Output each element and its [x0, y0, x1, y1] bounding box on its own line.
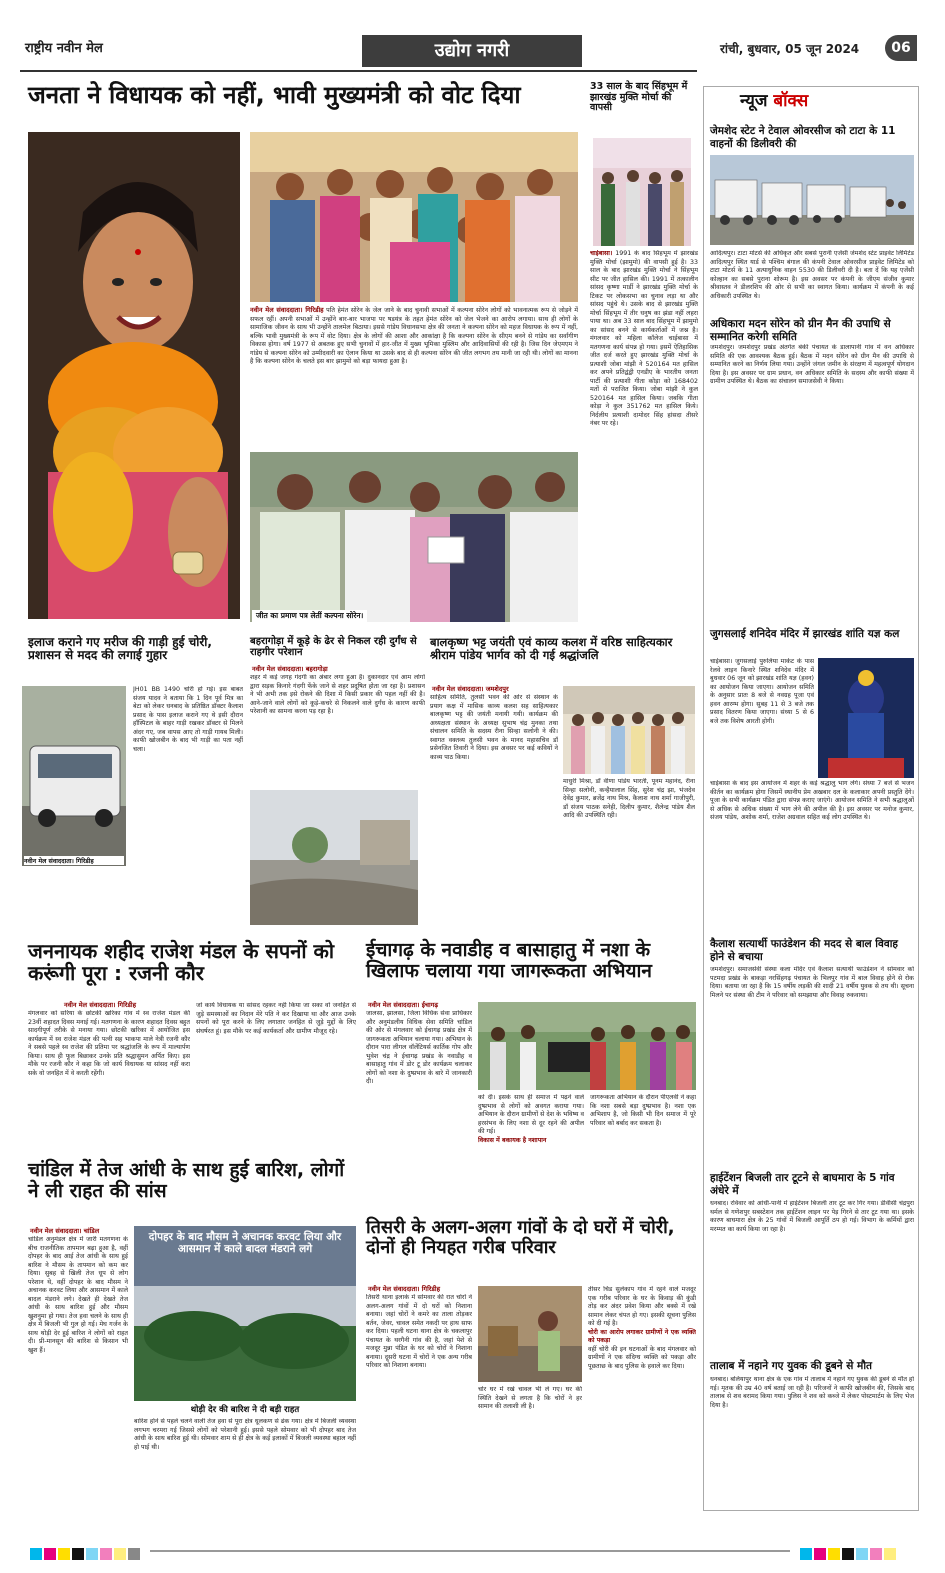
news-box-item-3-headline: जुगसलाई शनिदेव मंदिर में झारखंड शांति यज्ञ कल: [710, 628, 900, 640]
ichagarh-subhead: विकास में बकायक है नशापान: [478, 1136, 547, 1144]
print-colorbar-right: [800, 1545, 898, 1557]
ichagarh-body-2: [478, 1094, 584, 1202]
news-box-title-a: न्यूज: [740, 91, 768, 111]
shanidev-illustration: [818, 658, 914, 778]
magenta-swatch: [44, 1548, 56, 1560]
cyan-swatch: [30, 1548, 42, 1560]
theft-subhead: चोरी का आरोप लगाकर ग्रामीणों ने एक व्यक्ति को पकड़ा: [588, 1328, 696, 1344]
gray-swatch: [128, 1548, 140, 1560]
bahragora-byline: नवीन मेल संवाददाता। बहरागोड़ा: [252, 665, 328, 673]
celebration-photo: [250, 132, 578, 302]
news-box-item-4-headline: कैलाश सत्यार्थी फाउंडेशन की मदद से बाल विवाह होने से बचाया: [710, 938, 899, 963]
garbage-photo: [250, 790, 418, 925]
celebration-illustration: [250, 132, 578, 302]
singhbhum-body: [590, 250, 698, 630]
page-number: 06: [885, 35, 917, 61]
stolen-car-photo: [22, 686, 126, 866]
lead-body-text: पति हेमंत सोरेन के जेल जाने के बाद चुनावी सभाओं में कल्पना सोरेन लोगों को भावनात्मक रूप से जोड़ने में सफल रहीं। अपनी सभाओं में उन्होंने बार-बार भाजपा पर षडयंत्र के तहत हेमंत सोरेन को जेल भेजने का आरोप लगाया। साथ ही लोगों के सामाजिक जीवन के साथ भी उन्होंने तालमेल बिठाया। इससे गांडेय विधानसभा क्षेत्र की जनता ने कल्पना सोरेन को महज विधायक के रूप में नहीं, बल्कि भावी मुख्यमंत्री के रूप में वोट दिया। क्षेत्र के लोगों की आशा और आकांक्षा है कि कल्पना सोरेन के सीएम बनने से गांडेय का सर्वांगीण विकास होगा। वर्ष 1977 से अबतक हुए सभी चुनावों में हार-जीत में मुख्य भूमिका मुस्लिम और आदिवासियों की रही है। जिस दिन जेएमएम ने गांडेय से कल्पना सोरेन को उम्मीदवारी का ऐलान किया था उसके बाद से ही कल्पना सोरेन की जीत लगभग तय मानी जा रही थी। लोगों का मानना है कि कल्पना सोरेन के चलते इस बार झामुमो को बड़ा फायदा हुआ है।: [250, 307, 578, 365]
magenta-swatch-right: [814, 1548, 826, 1560]
theft-headline: तिसरी के अलग-अलग गांवों के दो घरों में चोरी, दोनों ही नियहत गरीब परिवार: [366, 1217, 675, 1259]
literary-event-photo: [563, 686, 695, 774]
garbage-illustration: [250, 790, 418, 925]
storm-photo-body: बारिश होने से पहले चलने वाली तेज हवा से पूरा क्षेत्र धूलकण से ढंक गया। क्षेत्र में बिजली व्यवस्था लगभग चरमरा गई जिससे लोगों को परेशानी हुई। इससे पहले सोमवार को भी दोपहर बाद तेज आंधी के साथ बारिश हुई थी। सोमवार शाम से ही क्षेत्र के कई इलाकों में बिजली व्यवस्था बहाल नहीं हो पाई थी।: [134, 1418, 356, 1451]
theft-byline: नवीन मेल संवाददाता। गिरिडीह: [368, 1285, 441, 1293]
chandil-byline: नवीन मेल संवाददाता। चांडिल: [30, 1227, 100, 1235]
kalpana-portrait-photo: [28, 132, 240, 619]
rajesh-body: मंगलवार को सरिया के छोटकी खरिका गांव में स्व राजेश मंडल की 23वीं शहादत दिवस मनाई गई। मतगणना के कारण शहादत दिवस बहुत सादगीपूर्ण तरीके से मनाया गया। छोटकी खरिका में आयोजित इस कार्यक्रम में स्व राजेश मंडल की पत्नी सह भाकपा माले नेत्री रजनी कौर ने सबसे पहले स्व राजेश की प्रतिमा पर श्रद्धांजलि के रूप में माल्यार्पण किया। साथ ही फूल बिछाकर उनके प्रति श्रद्धासुमन अर्पित किए। इस मौके पर रजनी कौर ने कहा कि जो कार्य विधायक या सांसद नहीं करा सके वो जनहित में वे करती रहेंगी।: [28, 1010, 190, 1077]
awareness-illustration: [478, 1002, 696, 1090]
news-box-item-6-body: धनबाद। बलियापुर थाना क्षेत्र के एक गांव में तालाब में नहाने गए युवक की डूबने से मौत हो गई। मृतक की उम्र 40 वर्ष बताई जा रही है। परिजनों ने काफी खोजबीन की, जिसके बाद तालाब से शव बरामद किया गया। पुलिस ने शव को कब्जे में लेकर पोस्टमार्टम के लिए भेज दिया है।: [710, 1376, 914, 1409]
black-swatch-right: [842, 1548, 854, 1560]
light-cyan-swatch: [86, 1548, 98, 1560]
storm-photo-caption: थोड़ी देर की बारिश ने दी बड़ी राहत: [134, 1404, 356, 1415]
news-box-title-b: बॉक्स: [773, 91, 809, 111]
singhbhum-illustration: [593, 138, 691, 246]
trucks-illustration: [710, 155, 914, 245]
news-box-item-1-headline: जेमशेद स्टेट ने टेवाल ओवरसीज को टाटा के 11 वाहनों की डिलीवरी की: [710, 125, 896, 150]
news-box-item-5-body: धनबाद। रविवार को आंधी-पानी में हाईटेंशन बिजली तार टूट कर गिर गया। डीवीसी चंद्रपुरा थर्मल से गणेशपुर सबस्टेशन तक हाईटेंशन लाइन पर पेड़ गिरने से तार टूट गया था। इसके कारण बाघमारा क्षेत्र के 25 गांवों में बिजली आपूर्ति ठप हो गई। विभाग के कर्मियों द्वारा मरम्मत का कार्य किया जा रहा है।: [710, 1200, 914, 1233]
theft-body: तिसरी थाना इलाके में सोमवार की रात चोरों ने अलग-अलग गांवों में दो घरों को निशाना बनाया। जहां चोरों ने कमरे का ताला तोड़कर बर्तन, जेवर, चावल समेत नकदी पर हाथ साफ कर दिया। पहली घटना थाना क्षेत्र के चकलापुर पंचायत के थरगैनी गांव की है, जहां पेशे से मजदूर मुन्ना पंडित के घर को चोरों ने निशाना बनाया। दूसरी घटना में चोरों ने एक अन्य गरीब परिवार को निशाना बनाया।: [366, 1294, 472, 1369]
lead-body: [250, 306, 578, 446]
singhbhum-headline: 33 साल के बाद सिंहभूम में झारखंड मुक्ति मोर्चा की वापसी: [590, 81, 688, 114]
looted-house-illustration: [478, 1286, 582, 1382]
theft-body-2-text: तीसर चिंड सुलेकाप गांव में रहने वाले मजदूर एक गरीब परिवार के घर के किवाड़ की कुंडी तोड़ कर अंदर प्रवेश किया और बक्से में रखे सामान लेकर चंपत हो गए। इसकी सूचना पुलिस को दी गई है।: [588, 1286, 696, 1327]
header-rule: [20, 70, 697, 72]
storm-photo-title: दोपहर के बाद मौसम ने अचानक करवट लिया और आसमान में काले बादल मंडराने लगे: [148, 1231, 342, 1255]
rajesh-headline: जननायक शहीद राजेश मंडल के सपनों को करूंगी पूरा : रजनी कौर: [28, 939, 335, 986]
news-box-item-3-body-cont: चाईबासा के बाद इस आयोजन में शहर के कई श्रद्धालु भाग लेंगे। संध्या 7 बजे से भजन कीर्तन का कार्यक्रम होगा जिसमें स्थानीय प्रेम अखबार दल के कलाकार अपनी प्रस्तुति देंगे। पूजा के सभी कार्यक्रम पंडित द्वारा संपन्न कराए जाएंगे। आयोजन समिति ने सभी श्रद्धालुओं से अधिक से अधिक संख्या में भाग लेने की अपील की है। इस अवसर पर मनोज कुमार, संजय पांडेय, अशोक शर्मा, राजेश अग्रवाल सहित कई लोग उपस्थित थे।: [710, 780, 914, 821]
news-box-item-4-body: जमशेदपुर। समाजसेवी संस्था कला मंदिर एवं कैलाश सत्यार्थी फाउंडेशन ने सोमवार को पटमदा प्रखंड के बाकड़ा नरसिंहगढ़ पंचायत के भिलपुर गांव में बाल विवाह होने से रोक दिया। बताया जा रहा है कि 15 वर्षीय लड़की की शादी 21 वर्षीय युवक से तय थी। सूचना मिलने पर संस्था की टीम ने परिवार को समझाया और विवाह रुकवाया।: [710, 966, 914, 999]
looted-house-photo: [478, 1286, 582, 1382]
stolen-car-caption: नवीन मेल संवाददाता। गिरिडीह: [24, 856, 124, 865]
news-box-title: [740, 88, 808, 111]
shanidev-photo: [818, 658, 914, 778]
news-box-item-2-body: जमशेदपुर। जमशेदपुर प्रखंड अंतर्गत बंकी पंचायत के डालापानी गांव में वन अधिकार समिति की एक आवश्यक बैठक हुई। बैठक में मदन सोरेन को ग्रीन मैन की उपाधि से सम्मानित करने का निर्णय लिया गया। उन्होंने जंगल जमीन के संरक्षण में महत्वपूर्ण योगदान दिया है। इस अवसर पर ग्राम प्रधान, वन अधिकार समिति के सदस्य और काफी संख्या में ग्रामीण उपस्थित थे। बैठक का संचालन समाजसेवी ने किया।: [710, 344, 914, 385]
news-box-item-2-headline: अधिकारा मदन सोरेन को ग्रीन मैन की उपाधि से सम्मानित करेगी समिति: [710, 318, 891, 343]
chandil-body: चांडिल अनुमंडल क्षेत्र में जारी मतगणना के बीच राजनीतिक तापमान बढ़ा हुआ है, वहीं दोपहर के बाद आई तेज आंधी के साथ हुई बारिश ने मौसम के तापमान को कम कर दिया। सुबह से खिली तेज धूप से लोग परेशान थे, वहीं दोपहर के बाद मौसम ने अचानक करवट लिया और आसमान में काले बादल मंडराने लगे। देखते ही देखते तेज आंधी के साथ बारिश हुई और मौसम खुशनुमा हो गया। तेज हवा चलने के साथ ही क्षेत्र में बिजली भी गुल हो गई। मेघ गर्जन के साथ थोड़ी देर हुई बारिश ने लोगों को राहत दी। प्री-मानसून की बारिश से किसान भी खुश हैं।: [28, 1236, 128, 1354]
news-box-item-1-body: आदित्यपुर। टाटा मोटर्स की अधिकृत और सबसे पुरानी एजेंसी जेमशेद स्टेट प्राइवेट लिमिटेड आदित्यपुर स्थित यार्ड से पश्चिम बंगाल की कंपनी टेवाल ओवरसीज प्राइवेट लिमिटेड को टाटा मोटर्स के 11 अत्याधुनिक वाहन 5530 की डिलीवरी दी है। बता दें कि यह एजेंसी कोल्हान का सबसे पुराना शोरूम है। इस अवसर पर कंपनी के जीएम संजीव कुमार श्रीवास्तव ने डीलरशिप की ओर से सभी का स्वागत किया। कार्यक्रम में कंपनी के कई अधिकारी उपस्थित थे।: [710, 250, 914, 300]
certificate-photo: [250, 452, 578, 622]
ichagarh-byline: नवीन मेल संवाददाता। ईचागढ़: [368, 1001, 439, 1009]
balkrishna-byline: नवीन मेल संवाददाता। जमशेदपुर: [432, 685, 509, 693]
theft-body-2: [588, 1286, 696, 1516]
balkrishna-headline: बालकृष्ण भट्ट जयंती एवं काव्य कलश में वरिष्ठ साहित्यकार श्रीराम पांडेय भार्गव को दी गई श्रद्धांजलि: [430, 635, 673, 662]
balkrishna-body: साहित्य समिति, तुलसी भवन की ओर से संस्थान के प्रयाग कक्ष में मासिक काव्य कलश सह साहित्यकार बालकृष्ण भट्ट की जयंती मनायी गयी। कार्यक्रम की अध्यक्षता संस्थान के अध्यक्ष सुभाष चंद्र मुनका तथा संचालन समिति के सदस्य रीना सिन्हा सलोनी ने की। स्वागत वक्तव्य तुलसी भवन के मानद महासचिव डॉ प्रसेनजित तिवारी ने दिया। इस अवसर पर कई कवियों ने काव्य पाठ किया।: [430, 694, 558, 761]
yellow-swatch: [58, 1548, 70, 1560]
dateline: रांची, बुधवार, 05 जून 2024: [720, 42, 860, 56]
news-box-item-3-body: चाईबासा। जुगसलाई पुरुलिया मार्केट के पास रेलवे लाइन किनारे स्थित शनिदेव मंदिर में बुधवार 06 जून को झारखंड शांति यज्ञ (हवन) का आयोजन किया जाएगा। आयोजन समिति के अनुसार प्रातः 8 बजे से नवग्रह पूजा एवं हवन आरम्भ होगा। सुबह 11 से 3 बजे तक प्रसाद वितरण किया जाएगा। संध्या 5 से 6 बजे तक विशेष आरती होगी।: [710, 658, 814, 725]
ichagarh-body: जालसा, झालसा, जिला विधिक सेवा प्राधिकार और अनुमंडलीय विधिक सेवा समिति चांडिल की ओर से मंगलवार को ईचागढ़ प्रखंड क्षेत्र में जागरूकता अभियान चलाया गया। अभियान के दौरान पारा लीगल वॉलेंटियर्स कार्तिक गोप और भुवेश चंद्र ने ईचागढ़ प्रखंड के नवाडीह व बासाहातु गांव में डोर टू डोर कार्यक्रम चलाकर लोगों को नशा के दुष्प्रभाव के बारे में जानकारी दी।: [366, 1010, 472, 1085]
rajesh-body-2: जो कार्य विधायक या सांसद रहकर नहीं किया जा सका वो जनहित से जुड़े समस्याओं का निदान मेरे पति ने कर दिखाया था और आज उनके सपनों को पूरा करने के लिए लगातार जनहित से जुड़े मुद्दों के लिए संघर्षरत हूं। इस मौके पर कई कार्यकर्ता और ग्रामीण मौजूद रहे।: [196, 1002, 356, 1035]
cyan-swatch-right: [800, 1548, 812, 1560]
certificate-caption: जीत का प्रमाण पत्र लेतीं कल्पना सोरेन।: [252, 610, 367, 622]
light-magenta-swatch-right: [870, 1548, 882, 1560]
awareness-photo: [478, 1002, 696, 1090]
portrait-illustration: [28, 132, 240, 619]
ichagarh-headline: ईचागढ़ के नवाडीह व बासाहातु में नशा के खिलाफ चलाया गया जागरूकता अभियान: [366, 939, 652, 983]
ichagarh-body-3: जागरूकता अभियान के दौरान पीएलवी ने कहा कि नशा सबसे बड़ा दुष्प्रभाव है। नशा एक अभिशाप है, जो किसी भी दिन समाज में पूरे परिवार को बर्बाद कर सकता है।: [590, 1094, 696, 1127]
black-swatch: [72, 1548, 84, 1560]
light-magenta-swatch: [100, 1548, 112, 1560]
certificate-illustration: [250, 452, 578, 622]
bahragora-body: शहर में कई जगह गंदगी का अंबार लगा हुआ है। दुकानदार एवं आम लोगों द्वारा सड़क किनारे गंदगी फेंके जाने से शहर प्रदूषित होता जा रहा है। प्रशासन ने भी अभी तक इसे रोकने की दिशा में किसी प्रकार की पहल नहीं की है। आने-जाने वाले लोगों को कूड़े-कचरे से निकलने वाले दुर्गंध के कारण काफी परेशानी का सामना करना पड़ रहा है।: [250, 674, 425, 715]
bahragora-headline: बहरागोड़ा में कूड़े के ढेर से निकल रही दुर्गंध से राहगीर परेशान: [250, 636, 417, 659]
ichagarh-body-2-text: को दी। इसके साथ ही समाज में पढ़ने वाले दुष्प्रभाव से लोगों को अवगत कराया गया। अभियान के दौरान ग्रामीणों से देश के भविष्य व हरसंभव के लिए नशा से दूर रहने की अपील की गई।: [478, 1094, 584, 1135]
singhbhum-byline: चाईबासा।: [590, 250, 613, 257]
news-box-item-6-headline: तालाब में नहाने गए युवक की डूबने से मौत: [710, 1360, 873, 1372]
paper-name: राष्ट्रीय नवीन मेल: [25, 41, 103, 56]
light-yellow-swatch: [114, 1548, 126, 1560]
patient-body: JH01 BB 1490 चोरी हो गई। इस बाबत संजय यादव ने बताया कि 1 दिन पूर्व मित्र का बेटा को लेकर धनबाद के प्रतिष्ठित डॉक्टर कैलाश प्रसाद के पास इलाज कराने गए थे इसी दौरान हॉस्पिटल के बाहर गाड़ी रखकर डॉक्टर से मिलने अंदर गए, जब वापस आए तो गाड़ी गायब मिली। काफी खोजबीन के बाद भी गाड़ी का पता नहीं चला।: [133, 686, 243, 753]
singhbhum-photo: [593, 138, 691, 246]
balkrishna-photo-body: माधुरी मिश्रा, डॉ वीणा पांडेय भारती, पूनम महानंद, रीना सिन्हा सलोनी, कन्हैयालाल सिंह, सुरेश चंद्र झा, भंजदेव देवेंद्र कुमार, ब्रजेंद्र नाथ मिश्र, कैलाश नाथ शर्मा गाजीपुरी, डॉ संजय पाठक सनेही, दिलीप कुमार, शैलेन्द्र पांडेय शैल आदि की उपस्थिति रही।: [563, 778, 695, 819]
literary-event-illustration: [563, 686, 695, 774]
theft-body-3-text: वहीं चोरी की इन घटनाओं के बाद मंगलवार को ग्रामीणों ने एक संदिग्ध व्यक्ति को पकड़ा और पूछताछ के बाद पुलिस के हवाले कर दिया।: [588, 1345, 696, 1370]
section-title: उद्योग नगरी: [362, 35, 582, 67]
chandil-headline: चांडिल में तेज आंधी के साथ हुई बारिश, लोगों ने ली राहत की सांस: [28, 1159, 345, 1203]
patient-headline: इलाज कराने गए मरीज की गाड़ी हुई चोरी, प्रशासन से मदद की लगाई गुहार: [28, 635, 212, 663]
footer-rule: [150, 1550, 790, 1552]
rajesh-byline: नवीन मेल संवाददाता। गिरिडीह: [64, 1001, 137, 1009]
light-cyan-swatch-right: [856, 1548, 868, 1560]
lead-byline: नवीन मेल संवाददाता। गिरिडीह: [250, 306, 324, 314]
news-box-item-5-headline: हाईटेंशन बिजली तार टूटने से बाघमारा के 5 गांव अंधेरे में: [710, 1172, 895, 1197]
lead-headline: जनता ने विधायक को नहीं, भावी मुख्यमंत्री को वोट दिया: [28, 81, 521, 109]
print-colorbar-left: [30, 1545, 142, 1557]
tata-trucks-photo: [710, 155, 914, 245]
theft-photo-body: चोर घर में रखे चावल भी ले गए। घर की स्थिति देखने से लगता है कि चोरों ने हर सामान की तलाशी ली है।: [478, 1386, 582, 1410]
yellow-swatch-right: [828, 1548, 840, 1560]
singhbhum-body-text: 1991 के बाद सिंहभूम में झारखंड मुक्ति मोर्चा (झामुमो) की वापसी हुई है। 33 साल के बाद झारखंड मुक्ति मोर्चा ने सिंहभूम सीट पर जीत हासिल की। 1991 में तत्कालीन सांसद कृष्णा मार्डी ने झारखंड मुक्ति मोर्चा के टिकट पर लोकसभा का चुनाव लड़ा था और सांसद पहुंचे थे। उसके बाद से झारखंड मुक्ति मोर्चा सिंहभूम में तीर धनुष का झंडा नहीं लहरा पाया था। अब 33 साल बाद सिंहभूम में झामुमो का सांसद बनने से कार्यकर्ताओं में जश्न है। मंगलवार को महिला कॉलेज चाईबासा में मतगणना कार्य संपन्न हो गया। इसमें ऐतिहासिक जीत दर्ज करते हुए झारखंड मुक्ति मोर्चा के प्रत्याशी जोबा मांझी ने 520164 मत हासिल कर अपने प्रतिद्वंद्वी एनडीए के भारतीय जनता पार्टी की प्रत्याशी गीता कोड़ा को 168402 मतों से पराजित किया। जोबा मांझी ने कुल 520164 मत हासिल किया। जबकि गीता कोड़ा ने कुल 351762 मत हासिल किये। निर्दलीय प्रत्याशी दामोदर सिंह हांसदा तीसरे नंबर पर रहे।: [590, 250, 698, 427]
light-yellow-swatch-right: [884, 1548, 896, 1560]
car-illustration: [22, 686, 126, 866]
